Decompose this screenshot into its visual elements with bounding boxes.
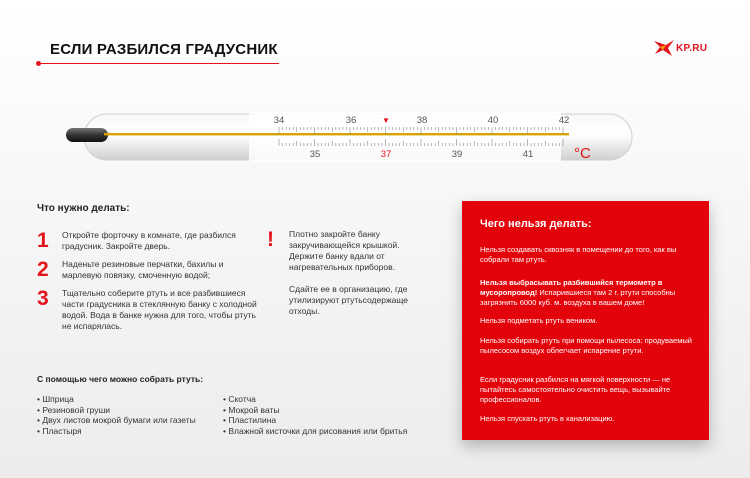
scale-34: 34 [273,115,285,126]
dont-item-3 [480,316,702,326]
warning-text [289,229,424,317]
page-title: ЕСЛИ РАЗБИЛСЯ ГРАДУСНИК [50,41,278,58]
step-number: 2 [37,258,49,281]
scale-37: 37 [380,149,392,160]
step-number: 1 [37,229,49,252]
dont-item-text: Испарившиеся там 2 г. ртути способны загрязнить 6000 куб. м. воздуха в вашем доме! [480,288,676,307]
title-underline-dot [36,61,41,66]
scale-36: 36 [345,115,357,126]
list-item: • Пластыря [37,426,196,437]
list-item: • Влажной кисточки для рисования или бритья [223,426,407,437]
dont-item-5 [480,375,702,405]
scale-39: 39 [451,149,463,160]
step-text: Наденьте резиновые перчатки, бахилы и марлевую повязку, смоченную водой; [62,259,224,280]
warning-note [267,229,424,317]
list-item: • Скотча [223,394,407,405]
warning-text-2: Сдайте ее в организацию, где утилизируют ртутьсодержаще отходы. [289,284,409,316]
warning-text-1: Плотно закройте банку закручивающейся крышкой. Держите банку вдали от нагревательных приборов. [289,229,400,272]
thermometer-illustration [64,100,634,170]
dont-item-text: Нельзя собирать ртуть при помощи пылесоса: продуваемый пылесосом воздух облегчает испарение ртути. [480,336,692,355]
tools-list-2 [223,394,407,436]
step-number: 3 [37,287,49,310]
celsius-unit: °C [574,145,591,162]
dont-do-panel [462,201,709,440]
title-underline [37,63,279,64]
dont-item-2 [480,278,702,308]
star-logo-icon [652,38,676,58]
collect-heading: С помощью чего можно собрать ртуть: [37,374,204,384]
dont-item-6 [480,414,702,424]
list-item: • Резиновой груши [37,405,196,416]
step-3 [37,288,262,332]
dont-item-text: Нельзя подметать ртуть веником. [480,316,598,325]
dont-item-1 [480,245,702,265]
normal-temp-marker: ▼ [382,116,390,125]
tools-list-1 [37,394,196,436]
dont-item-4 [480,336,702,356]
logo-text: KP.RU [676,42,708,54]
exclamation-icon: ! [267,228,274,251]
step-1 [37,230,262,252]
dont-item-text: Если градусник разбился на мягкой поверхности — не пытайтесь самостоятельно очистить вещь, вызывайте профессионалов. [480,375,671,404]
list-item: • Мокрой ваты [223,405,407,416]
scale-41: 41 [522,149,534,160]
scale-35: 35 [309,149,321,160]
step-2 [37,259,262,281]
dont-item-text: Нельзя спускать ртуть в канализацию. [480,414,615,423]
list-item: • Шприца [37,394,196,405]
step-text: Тщательно соберите ртуть и все разбившиеся части градусника в стеклянную банку с холодной водой. Вода в банке нужна для того, чтобы ртуть не испарялась. [62,288,257,331]
step-text: Откройте форточку в комнате, где разбился градусник. Закройте дверь. [62,230,236,251]
list-item: • Двух листов мокрой бумаги или газеты [37,415,196,426]
dont-item-bold: Нельзя выбрасывать разбившийся термометр в мусоропровод! [480,278,663,297]
dont-item-text: Нельзя создавать сквозняк в помещении до того, как вы собрали там ртуть. [480,245,677,264]
todo-heading: Что нужно делать: [37,203,130,214]
list-item: • Пластилина [223,415,407,426]
kp-logo[interactable] [652,38,714,58]
scale-40: 40 [487,115,499,126]
scale-38: 38 [416,115,428,126]
scale-42: 42 [558,115,570,126]
dont-heading: Чего нельзя делать: [480,218,592,230]
